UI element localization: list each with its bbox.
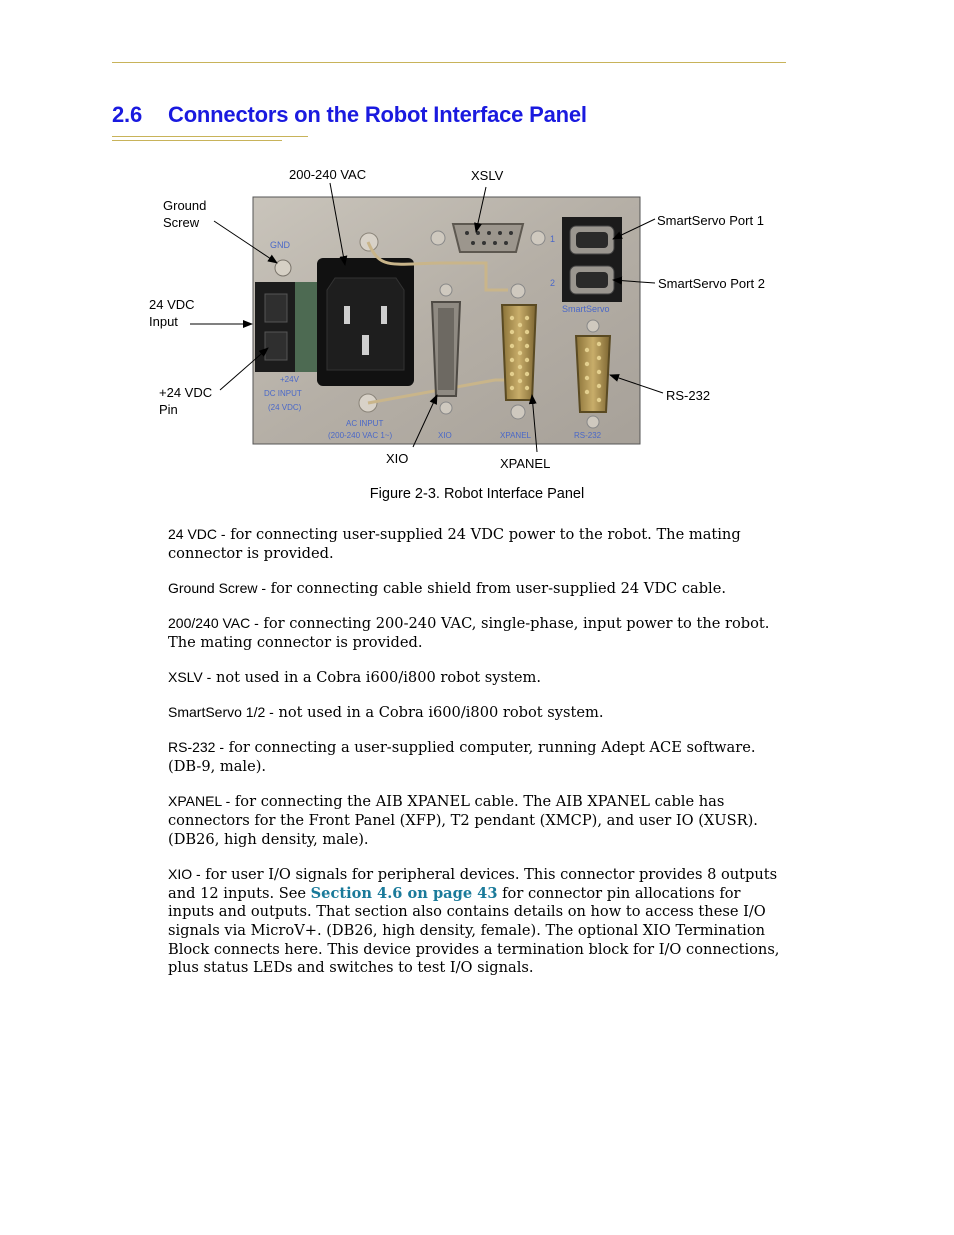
label-ground-screw-2: Screw	[163, 215, 200, 230]
description: not used in a Cobra i600/i800 robot system.	[211, 669, 541, 687]
panel-ac2-label: (200-240 VAC 1~)	[328, 431, 393, 440]
description: for user I/O signals for peripheral devices. This connector provides 8 outputs and 12 inputs. See	[168, 865, 778, 902]
paragraph-ground-screw	[168, 579, 788, 599]
paragraph-rs232	[168, 738, 788, 776]
description: not used in a Cobra i600/i800 robot system.	[273, 704, 604, 722]
ground-screw	[275, 260, 291, 276]
panel-ac1-label: AC INPUT	[346, 419, 384, 428]
label-vac: 200-240 VAC	[289, 167, 367, 182]
robot-interface-panel-figure	[140, 160, 820, 480]
term: SmartServo 1/2 -	[168, 704, 274, 721]
paragraph-smartservo	[168, 703, 788, 723]
section-4-6-link[interactable]: Section 4.6 on page 43	[310, 884, 498, 902]
panel-gnd-label: GND	[270, 240, 290, 250]
label-smartservo-port-2: SmartServo Port 2	[658, 276, 765, 291]
paragraph-xpanel	[168, 792, 788, 849]
term: XPANEL -	[168, 793, 231, 810]
panel-dc3-label: (24 VDC)	[268, 403, 302, 412]
connector-descriptions	[168, 525, 788, 994]
term: 200/240 VAC -	[168, 615, 259, 632]
description: for connecting a user-supplied computer, running Adept ACE software. (DB-9, male).	[168, 739, 756, 776]
label-24vdc-input-1: 24 VDC	[149, 297, 195, 312]
description: for connecting cable shield from user-supplied 24 VDC cable.	[266, 579, 726, 597]
figure-caption: Figure 2-3. Robot Interface Panel	[369, 486, 585, 502]
panel-xio-label: XIO	[438, 431, 452, 440]
description: for connecting the AIB XPANEL cable. The AIB XPANEL cable has connectors for the Front Panel (XFP), T2 pendant (XMCP), and user IO (XUSR). (DB26, high density, male).	[168, 793, 758, 848]
panel-photo	[253, 197, 640, 444]
rs232-connector	[576, 336, 610, 412]
label-xio: XIO	[386, 451, 409, 466]
panel-port1-label: 1	[550, 234, 556, 244]
xslv-connector	[453, 224, 523, 252]
term: RS-232 -	[168, 739, 225, 756]
panel-port2-label: 2	[550, 278, 556, 288]
label-xpanel: XPANEL	[500, 456, 551, 471]
heading-underline	[112, 136, 308, 137]
label-24vdc-input-2: Input	[149, 314, 178, 329]
term: Ground Screw -	[168, 579, 267, 596]
label-ground-screw-1: Ground	[163, 198, 207, 213]
header-rule	[112, 62, 786, 63]
description: for connecting 200-240 VAC, single-phase, input power to the robot. The mating connector is provided.	[168, 615, 770, 651]
label-24vdc-pin-1: +24 VDC	[159, 385, 213, 400]
paragraph-24vdc	[168, 525, 788, 563]
panel-dc2-label: DC INPUT	[264, 389, 302, 398]
label-smartservo-port-1: SmartServo Port 1	[657, 213, 764, 228]
heading-underline-2	[112, 140, 282, 141]
paragraph-200-240-vac	[168, 614, 788, 652]
label-xslv: XSLV	[471, 168, 504, 183]
panel-xpanel-label: XPANEL	[500, 431, 531, 440]
panel-rs232-label: RS-232	[574, 431, 602, 440]
paragraph-xio	[168, 865, 788, 978]
section-number: 2.6	[112, 102, 142, 127]
label-rs232: RS-232	[666, 388, 711, 403]
label-24vdc-pin-2: Pin	[159, 402, 178, 417]
description: for connecting user-supplied 24 VDC power to the robot. The mating connector is provided.	[168, 526, 741, 562]
panel-smartservo-label: SmartServo	[562, 304, 610, 314]
panel-dc1-label: +24V	[280, 375, 299, 384]
term: 24 VDC -	[168, 526, 226, 542]
term: XIO -	[168, 865, 201, 882]
term: XSLV -	[168, 669, 212, 686]
paragraph-xslv	[168, 668, 788, 688]
section-title: Connectors on the Robot Interface Panel	[168, 102, 587, 127]
section-heading	[112, 102, 587, 128]
description-continued: for connector pin allocations for inputs and outputs. That section also contains details on how to access these I/O signals via MicroV+. (DB26, high density, female). The optional XIO Termination Block connects here. This device provides a termination block for I/O connections, plus status LEDs and switches to test I/O signals.	[168, 884, 780, 977]
